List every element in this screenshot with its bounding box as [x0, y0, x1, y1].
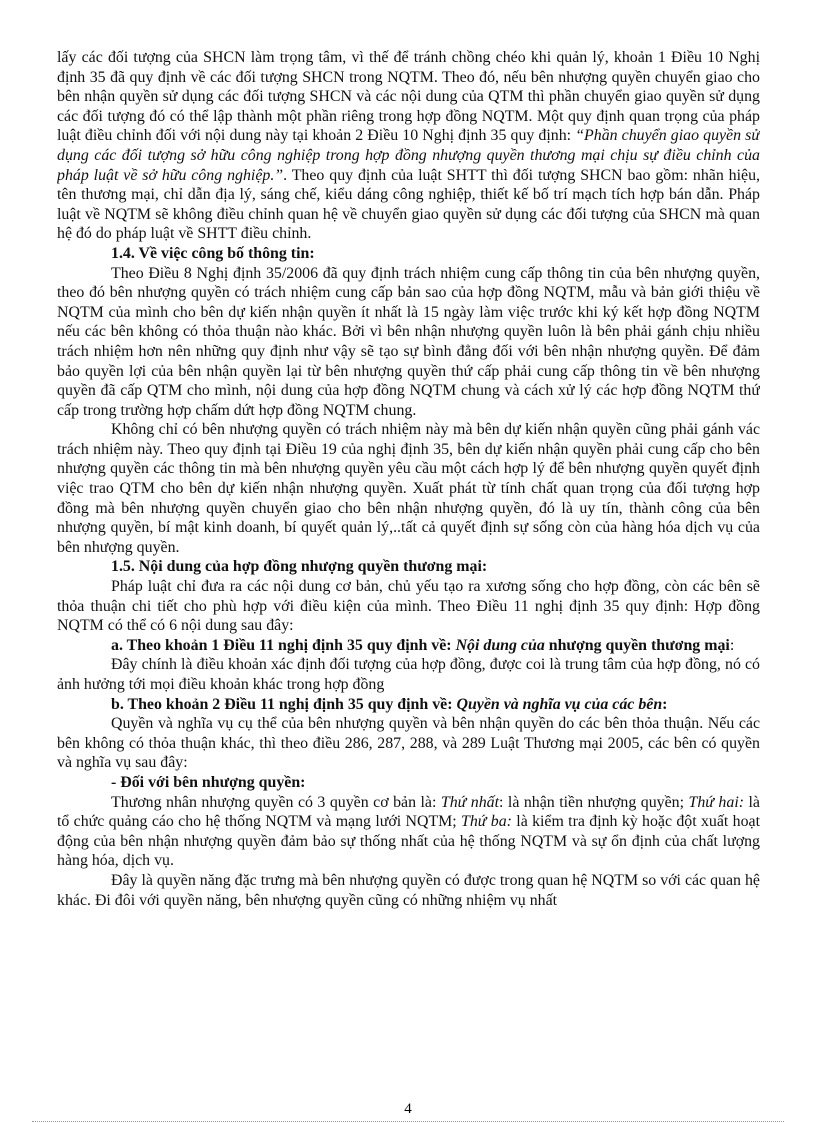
section-heading-1-5: 1.5. Nội dung của hợp đồng nhượng quyền thương mại: [111, 558, 488, 576]
page-number: 4 [404, 1101, 412, 1117]
paragraph: Pháp luật chỉ đưa ra các nội dung cơ bản, chủ yếu tạo ra xương sống cho hợp đồng, còn các bên sẽ thỏa thuận chi tiết cho phù hợp với điều kiện của mình. Theo Điều 11 nghị định 35 quy định: Hợp đồng NQTM có thể có 6 nội dung sau đây: [57, 578, 760, 635]
section-heading-1-4: 1.4. Về việc công bố thông tin: [111, 244, 315, 262]
footer-divider [32, 1121, 784, 1122]
paragraph-intro: lấy các đối tượng của SHCN làm trọng tâm, vì thế để tránh chồng chéo khi quản lý, khoản 1 Điều 10 Nghị định 35 đã quy định về các đối tượng SHCN trong NQTM. Theo đó, nếu bên nhượng quyền chuyển giao cho bên nhận quyền sử dụng các đối tượng SHCN và các nội dung của QTM thì phần chuyển giao quyền sử dụng các đối tượng đó có thể lập thành một phần riêng trong hợp đồng NQTM. Một quy định quan trọng của pháp luật điều chỉnh đối với nội dung này tại khoản 2 Điều 10 Nghị định 35 quy định: “Phần chuyển giao quyền sử dụng các đối tượng sở hữu công nghiệp trong hợp đồng nhượng quyền thương mại chịu sự điều chỉnh của pháp luật về sở hữu công nghiệp.”. Theo quy định của luật SHTT thì đối tượng SHCN bao gồm: nhãn hiệu, tên thương mại, chỉ dẫn địa lý, sáng chế, kiểu dáng công nghiệp, thiết kế bố trí mạch tích hợp bán dẫn. Pháp luật về NQTM sẽ không điều chỉnh quan hệ về chuyển giao quyền sử dụng các đối tượng của SHCN mà quan hệ đó do pháp luật về SHTT điều chỉnh. [57, 49, 760, 243]
subheading-a: a. Theo khoản 1 Điều 11 nghị định 35 quy định về: Nội dung của nhượng quyền thương mại: [111, 636, 735, 654]
paragraph: Đây là quyền năng đặc trưng mà bên nhượng quyền có được trong quan hệ NQTM so với các quan hệ khác. Đi đôi với quyền năng, bên nhượng quyền cũng có những nhiệm vụ nhất [57, 871, 760, 909]
paragraph: Thương nhân nhượng quyền có 3 quyền cơ bản là: Thứ nhất: là nhận tiền nhượng quyền; Thứ hai: là tổ chức quảng cáo cho hệ thống NQTM và mạng lưới NQTM; Thứ ba: là kiểm tra định kỳ hoặc đột xuất hoạt động của bên nhận nhượng quyền đảm bảo sự thống nhất của hệ thống NQTM và sự ổn định của chất lượng hàng hóa, dịch vụ. [57, 793, 760, 870]
paragraph: Quyền và nghĩa vụ cụ thể của bên nhượng quyền và bên nhận quyền do các bên thỏa thuận. Nếu các bên không có thỏa thuận khác, thì theo điều 286, 287, 288, và 289 Luật Thương mại 2005, các bên có quyền và nghĩa vụ sau đây: [57, 715, 760, 772]
subheading-franchisor: - Đối với bên nhượng quyền: [111, 773, 306, 791]
legal-quote: “Phần chuyển giao quyền sử dụng các đối tượng sở hữu công nghiệp trong hợp đồng nhượng quyền thương mại chịu sự điều chỉnh của pháp luật về sở hữu công nghiệp.” [57, 127, 760, 184]
document-page [57, 48, 760, 1068]
paragraph: Không chỉ có bên nhượng quyền có trách nhiệm này mà bên dự kiến nhận quyền cũng phải gánh vác trách nhiệm này. Theo quy định tại Điều 19 của nghị định 35, bên dự kiến nhận quyền phải cung cấp cho bên nhượng quyền các thông tin mà bên nhượng quyền yêu cầu một cách hợp lý để bên nhượng quyền quyết định việc trao QTM cho bên dự kiến nhận nhượng quyền. Xuất phát từ tính chất quan trọng của đối tượng hợp đồng mà bên nhượng quyền chuyển giao cho bên nhận nhượng quyền, đó là uy tín, thành công của bên nhượng quyền, bí mật kinh doanh, bí quyết quản lý,..tất cả quyết định sự sống còn của hàng hóa dịch vụ của bên nhượng quyền. [57, 421, 760, 556]
paragraph: Theo Điều 8 Nghị định 35/2006 đã quy định trách nhiệm cung cấp thông tin của bên nhượng quyền, theo đó bên nhượng quyền có trách nhiệm cung cấp bản sao của hợp đồng NQTM, mẫu và bản giới thiệu về NQTM của mình cho bên dự kiến nhận quyền ít nhất là 15 ngày làm việc trước khi ký kết hợp đồng NQTM nếu các bên không có thỏa thuận nào khác. Bởi vì bên nhận nhượng quyền luôn là bên phải gánh chịu nhiều trách nhiệm hơn nên những quy định như vậy sẽ tạo sự bình đẳng đối với bên nhận nhượng quyền. Để đảm bảo quyền lợi của bên nhận quyền lại từ bên nhượng quyền thứ cấp phải cung cấp thông tin về bên nhượng quyền đã cấp QTM cho mình, nội dung của hợp đồng NQTM chung và cách xử lý các hợp đồng NQTM thứ cấp trong trường hợp chấm dứt hợp đồng NQTM chung. [57, 264, 760, 419]
paragraph: Đây chính là điều khoản xác định đối tượng của hợp đồng, được coi là trung tâm của hợp đồng, nó có ảnh hưởng tới mọi điều khoản khác trong hợp đồng [57, 656, 760, 693]
subheading-b: b. Theo khoản 2 Điều 11 nghị định 35 quy định về: Quyền và nghĩa vụ của các bên: [111, 695, 668, 713]
